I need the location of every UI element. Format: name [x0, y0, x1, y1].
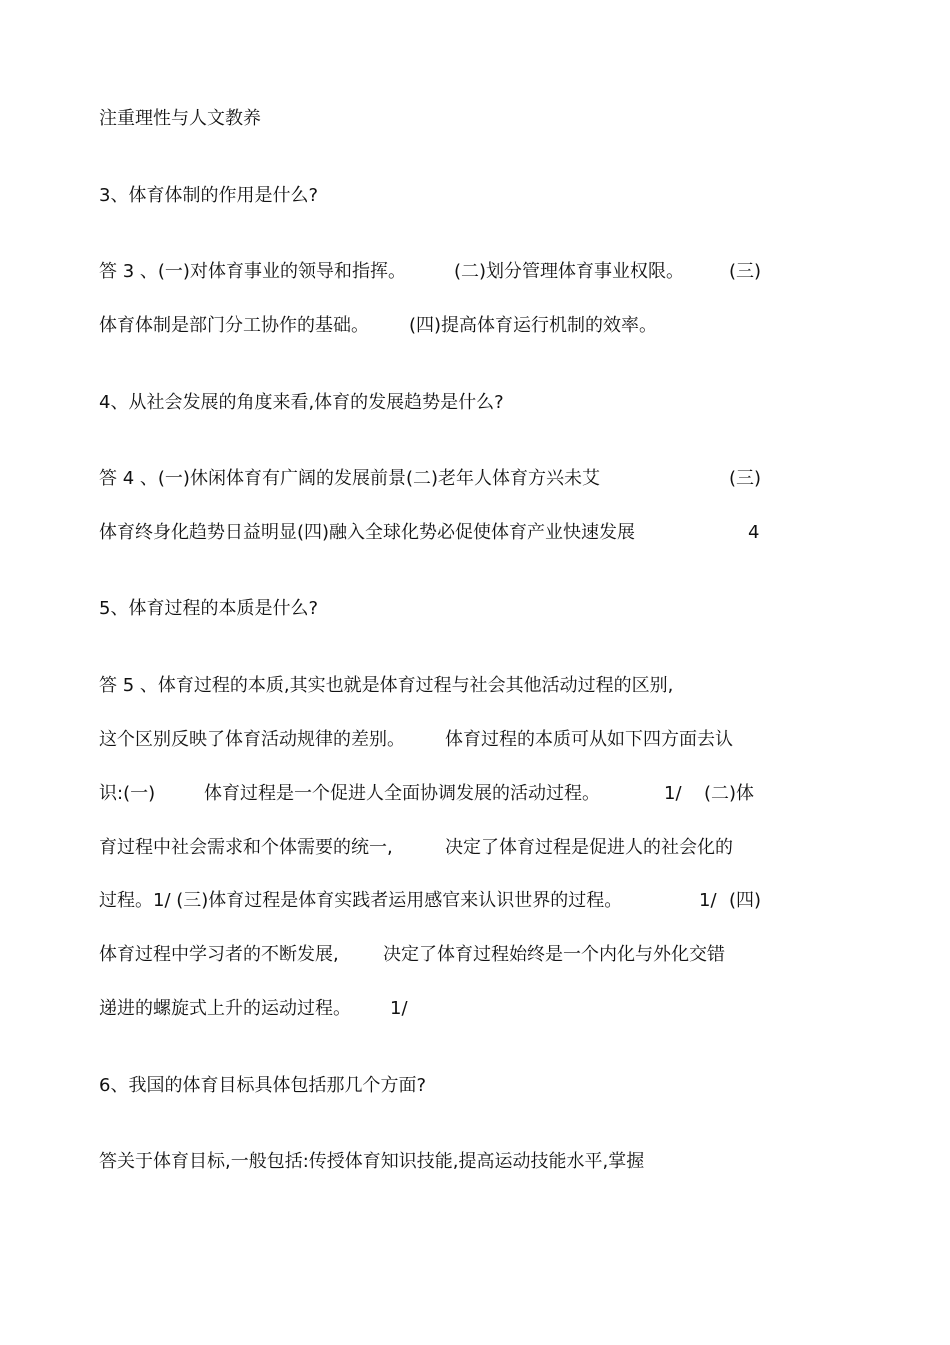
text-segment: 答 3 、(一)对体育事业的领导和指挥。: [99, 261, 406, 282]
text-segment: 体育过程中学习者的不断发展,: [99, 944, 339, 965]
text-segment: (四): [729, 890, 762, 911]
text-segment: 递进的螺旋式上升的运动过程。: [99, 998, 351, 1019]
answer-6-line-1: [99, 1150, 645, 1222]
text-segment: 识:(一): [99, 783, 156, 804]
text-segment: 1/: [699, 890, 717, 911]
text-segment: (二)体: [704, 783, 755, 804]
text-segment: 体育过程的本质可从如下四方面去认: [445, 729, 733, 750]
question-3: [99, 184, 319, 256]
question-text: 4、从社会发展的角度来看,体育的发展趋势是什么?: [99, 392, 504, 413]
question-5: [99, 597, 319, 669]
text-line: [99, 107, 261, 179]
page-number: 4: [748, 522, 760, 543]
text-segment: (三): [729, 261, 762, 282]
text-segment: 1/: [664, 783, 682, 804]
question-text: 3、体育体制的作用是什么?: [99, 185, 319, 206]
question-text: 5、体育过程的本质是什么?: [99, 598, 319, 619]
text-segment: (三): [729, 468, 762, 489]
text-segment: 育过程中社会需求和个体需要的统一,: [99, 837, 393, 858]
text-segment: 答 5 、体育过程的本质,其实也就是体育过程与社会其他活动过程的区别,: [99, 675, 674, 696]
text-segment: 体育体制是部门分工协作的基础。: [99, 315, 369, 336]
text-segment: 决定了体育过程始终是一个内化与外化交错: [383, 944, 725, 965]
text-segment: 这个区别反映了体育活动规律的差别。: [99, 729, 405, 750]
text-segment: 决定了体育过程是促进人的社会化的: [445, 837, 733, 858]
text-segment: 答关于体育目标,一般包括:传授体育知识技能,提高运动技能水平,掌握: [99, 1151, 645, 1172]
text-segment: (四)提高体育运行机制的效率。: [409, 315, 658, 336]
text-segment: 注重理性与人文教养: [99, 108, 261, 129]
text-segment: 体育过程是一个促进人全面协调发展的活动过程。: [204, 783, 600, 804]
text-segment: 体育终身化趋势日益明显(四)融入全球化势必促使体育产业快速发展: [99, 522, 636, 543]
question-text: 6、我国的体育目标具体包括那几个方面?: [99, 1075, 427, 1096]
question-6: [99, 1074, 427, 1146]
text-segment: (二)划分管理体育事业权限。: [454, 261, 685, 282]
text-segment: 过程。1/ (三)体育过程是体育实践者运用感官来认识世界的过程。: [99, 890, 623, 911]
text-segment: 1/: [390, 998, 408, 1019]
text-segment: 答 4 、(一)休闲体育有广阔的发展前景(二)老年人体育方兴未艾: [99, 468, 600, 489]
question-4: [99, 391, 504, 463]
